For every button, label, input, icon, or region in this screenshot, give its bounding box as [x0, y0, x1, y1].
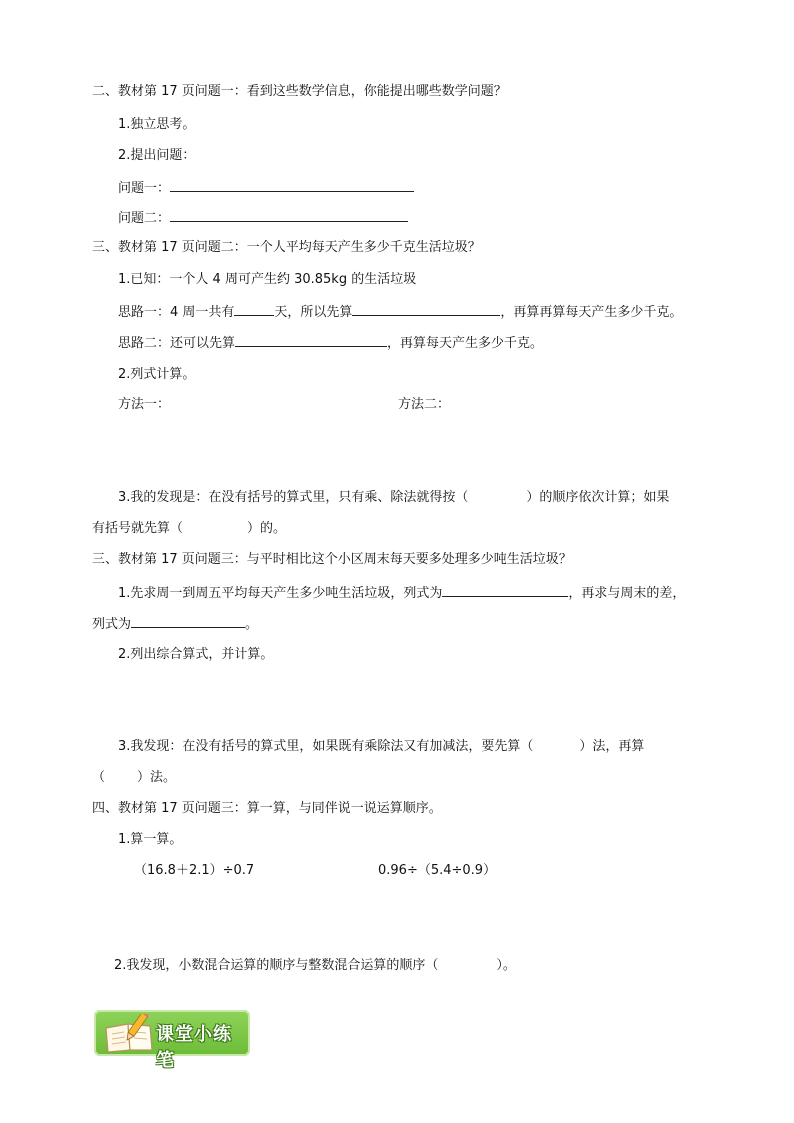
sec2-item-1: 1.独立思考。 [118, 117, 196, 132]
idea-2-text-b: ，再算每天产生多少千克。 [387, 336, 544, 351]
difference-formula-blank[interactable] [131, 613, 245, 628]
sec3b-item-1-text-a: 1.先求周一到周五平均每天产生多少吨生活垃圾，列式为 [118, 586, 443, 601]
idea-1-text-a: 思路一：4 周一共有 [118, 305, 235, 320]
question-2-row [118, 207, 408, 229]
sec3b-item-2: 2.列出综合算式，并计算。 [118, 647, 274, 662]
sec3b-item-1-text-c: 列式为 [92, 617, 132, 632]
sec2-item-2: 2.提出问题： [118, 148, 196, 163]
section-3b-heading: 三、教材第 17 页问题三：与平时相比这个小区周末每天要多处理多少吨生活垃圾？ [92, 552, 572, 567]
idea-1-calc-blank[interactable] [352, 301, 500, 316]
idea-1-text-c: ，再算再算每天产生多少千克。 [500, 305, 683, 320]
question-1-label: 问题一： [118, 181, 171, 196]
question-2-label: 问题二： [118, 211, 171, 226]
method-1-label: 方法一： [118, 397, 171, 412]
expression-2: 0.96÷（5.4÷0.9） [378, 863, 497, 878]
finding-3b-row-1 [118, 737, 644, 757]
finding-3b-text-c: （ [92, 770, 106, 785]
idea-2-calc-blank[interactable] [235, 332, 387, 347]
finding-3b-text-b: ）法，再算 [579, 739, 645, 754]
known-info: 1.已知：一个人 4 周可产生约 30.85kg 的生活垃圾 [118, 272, 417, 287]
finding-3b-text-a: 3.我发现：在没有括号的算式里，如果既有乘除法又有加减法，要先算（ [118, 739, 534, 754]
section-4-heading: 四、教材第 17 页问题三：算一算，与同伴说一说运算顺序。 [92, 801, 442, 816]
method-2-label: 方法二： [398, 397, 451, 412]
finding-3a-text-d: ）的。 [247, 521, 287, 536]
question-1-row [118, 177, 414, 199]
finding-3a-text-a: 3.我的发现是：在没有括号的算式里，只有乘、除法就得按（ [118, 490, 469, 505]
finding-3a-text-c: 有括号就先算（ [92, 521, 184, 536]
finding-4-text-b: ）。 [496, 958, 516, 973]
book-pencil-icon [102, 1014, 158, 1054]
idea-1-text-b: 天，所以先算 [274, 305, 353, 320]
weekday-formula-blank[interactable] [442, 582, 568, 597]
sec3b-item-1-row-2 [92, 613, 258, 635]
question-2-blank[interactable] [170, 207, 408, 222]
expression-1: （16.8＋2.1）÷0.7 [134, 863, 255, 878]
finding-3b-text-d: ）法。 [137, 770, 177, 785]
idea-2-text-a: 思路二：还可以先算 [118, 336, 236, 351]
badge-title: 课堂小练笔 [156, 1024, 232, 1071]
finding-3a-text-b: ）的顺序依次计算；如果 [526, 490, 670, 505]
sec3b-item-1-row-1 [118, 582, 685, 604]
question-1-blank[interactable] [170, 177, 414, 192]
finding-3a-row-1 [118, 488, 669, 508]
finding-3a-row-2 [92, 519, 286, 539]
finding-3b-row-2 [92, 768, 176, 788]
finding-4-text-a: 2.我发现，小数混合运算的顺序与整数混合运算的顺序（ [114, 958, 439, 973]
idea-2-row [118, 332, 543, 354]
sec3a-item-2: 2.列式计算。 [118, 367, 196, 382]
section-3a-heading: 三、教材第 17 页问题二：一个人平均每天产生多少千克生活垃圾？ [92, 240, 481, 255]
practice-badge [94, 1010, 250, 1071]
sec3b-item-1-text-d: 。 [245, 617, 259, 632]
days-blank[interactable] [234, 301, 274, 316]
section-2-heading: 二、教材第 17 页问题一：看到这些数学信息，你能提出哪些数学问题？ [92, 84, 507, 99]
sec4-item-1: 1.算一算。 [118, 832, 183, 847]
sec3b-item-1-text-b: ，再求与周末的差， [568, 586, 686, 601]
idea-1-row [118, 301, 682, 323]
finding-4-row [114, 956, 516, 976]
